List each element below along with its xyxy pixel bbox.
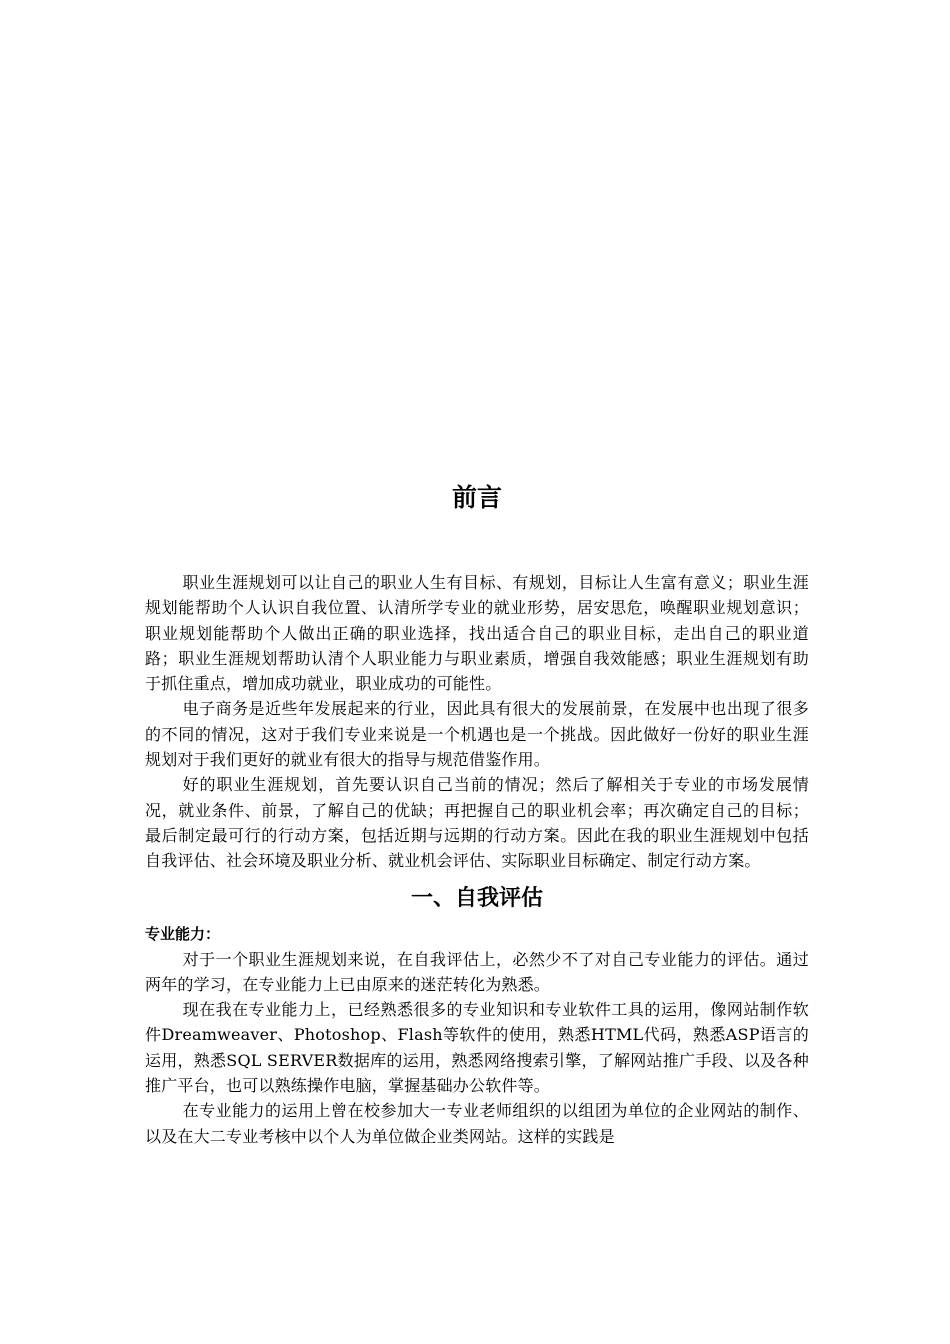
section-title-self-assessment: 一、自我评估: [410, 885, 543, 911]
preface-paragraph-1: 职业生涯规划可以让自己的职业人生有目标、有规划，目标让人生富有意义；职业生涯规划能帮助个人认识自我位置、认清所学专业的就业形势，居安思危，唤醒职业规划意识；职业规划能帮助个人做出正确的职业选择，找出适合自己的职业目标，走出自己的职业道路；职业生涯规划帮助认清个人职业能力与职业素质，增强自我效能感；职业生涯规划有助于抓住重点，增加成功就业，职业成功的可能性。: [145, 573, 809, 694]
section1-paragraph-1: 对于一个职业生涯规划来说，在自我评估上，必然少不了对自己专业能力的评估。通过两年的学习，在专业能力上已由原来的迷茫转化为熟悉。: [145, 949, 809, 994]
preface-paragraph-3: 好的职业生涯规划，首先要认识自己当前的情况；然后了解相关于专业的市场发展情况，就业条件、前景，了解自己的优缺；再把握自己的职业机会率；再次确定自己的目标；最后制定最可行的行动方案，包括近期与远期的行动方案。因此在我的职业生涯规划中包括自我评估、社会环境及职业分析、就业机会评估、实际职业目标确定、制定行动方案。: [145, 775, 809, 871]
section1-paragraph-3: 在专业能力的运用上曾在校参加大一专业老师组织的以组团为单位的企业网站的制作、以及在大二专业考核中以个人为单位做企业类网站。这样的实践是: [145, 1101, 809, 1146]
document-body: [145, 570, 809, 1149]
subheading-professional-ability: 专业能力：: [145, 924, 221, 943]
section1-paragraph-2: 现在我在专业能力上，已经熟悉很多的专业知识和专业软件工具的运用，像网站制作软件Dreamweaver、Photoshop、Flash等软件的使用，熟悉HTML代码，熟悉ASP语言的运用，熟悉SQL SERVER数据库的运用，熟悉网络搜索引擎，了解网站推广手段、以及各种推广平台，也可以熟练操作电脑，掌握基础办公软件等。: [145, 1000, 809, 1096]
preface-title: 前言: [451, 483, 502, 512]
preface-paragraph-2: 电子商务是近些年发展起来的行业，因此具有很大的发展前景，在发展中也出现了很多的不同的情况，这对于我们专业来说是一个机遇也是一个挑战。因此做好一份好的职业生涯规划对于我们更好的就业有很大的指导与规范借鉴作用。: [145, 699, 809, 770]
